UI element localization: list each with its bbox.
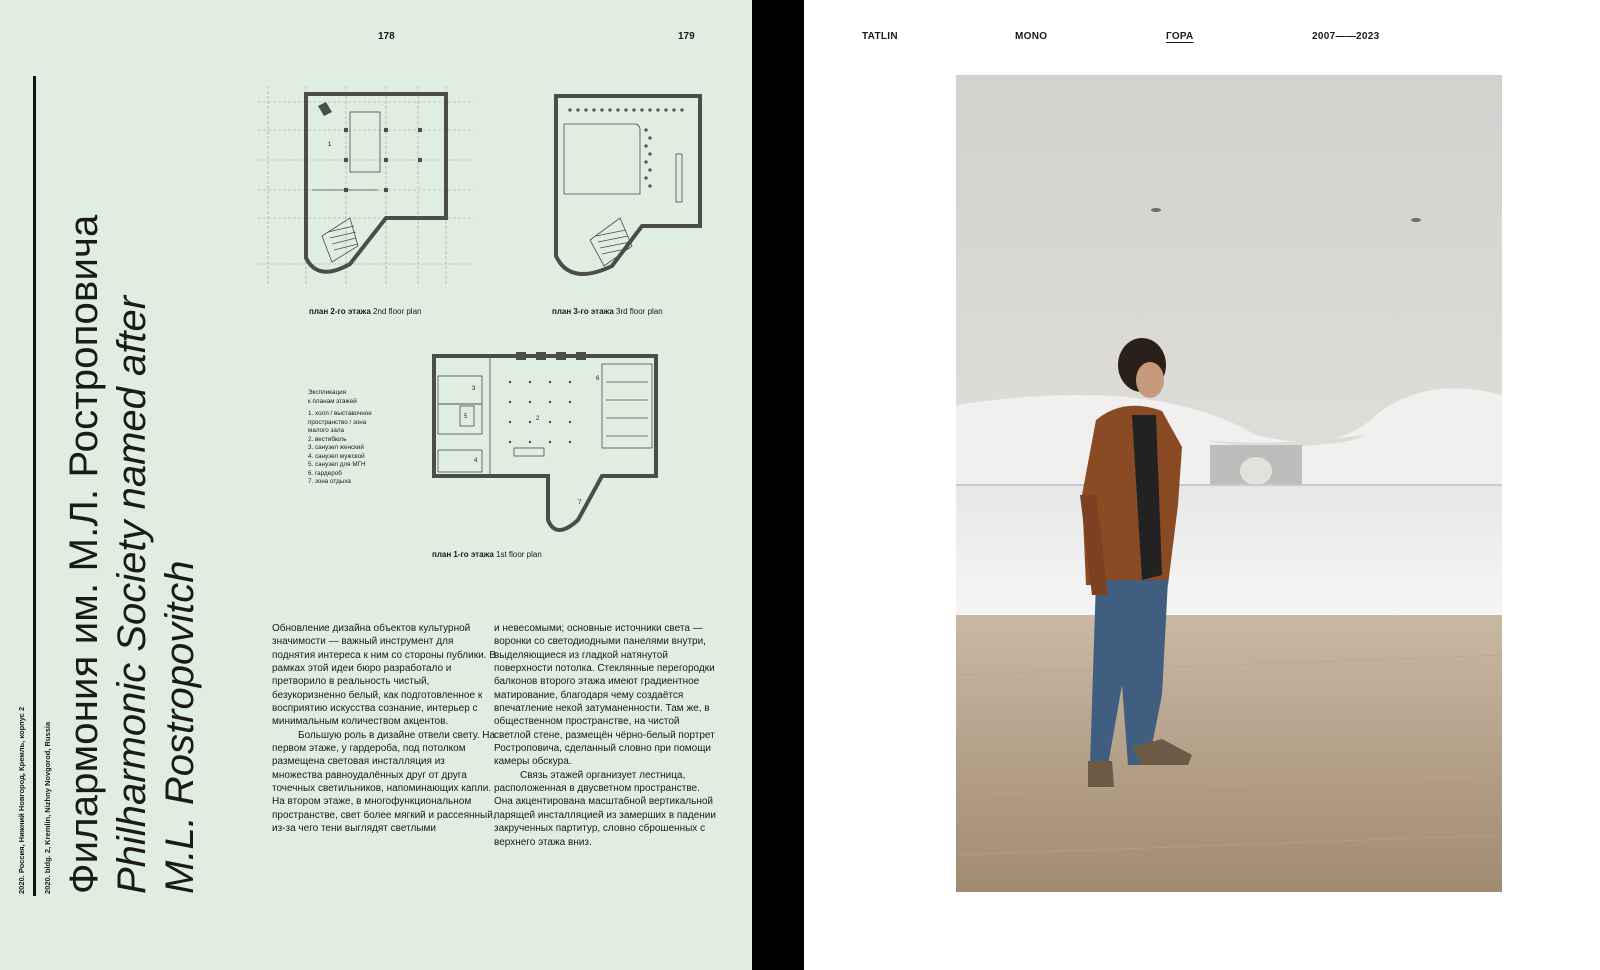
room-label: 2 — [536, 416, 540, 422]
room-label: 4 — [474, 458, 478, 464]
room-label: 6 — [596, 376, 600, 382]
title-russian: Филармония им. М.Л. Ростроповича — [62, 214, 106, 894]
legend-item: малого зала — [308, 427, 345, 434]
legend-item: 1. холл / выставочное — [308, 410, 372, 417]
title-rule — [33, 76, 36, 896]
floor-plan-2 — [258, 86, 474, 290]
body-paragraph: Связь этажей организует лестница, расположенная в двусветном пространстве. Она акцентирована масштабной вертикальной парящей инсталляцией из замерших в падении закрученных партитур, словно сброшенных с верхнего этажа вниз. — [494, 769, 716, 848]
caption-floor2-ru: план 2-го этажа — [309, 307, 371, 316]
body-column-1 — [272, 622, 497, 836]
nav-item-years[interactable]: 2007——2023 — [1312, 31, 1380, 42]
interior-photo-illustration — [956, 75, 1502, 892]
title-english-line2: M.L. Rostropovitch — [158, 560, 202, 894]
caption-floor2-en: 2nd floor plan — [373, 307, 422, 316]
legend-item: пространство / зона — [308, 418, 367, 426]
location-ru: 2020. Россия, Нижний Новгород, Кремль, корпус 2 — [17, 706, 26, 894]
body-paragraph: и невесомыми; основные источники света — воронки со светодиодными панелями внутри, выделяющиеся из гладкой натянутой поверхности потолка. Стеклянные перегородки балконов второго этажа имеют градиентное матирование, благодаря чему создаётся впечатление некой затуманенности. Там же, в общественном пространстве, на чистой светлой стене, размещён чёрно-белый портрет Ростроповича, сделанный словно при помощи камеры обскура. — [494, 623, 715, 768]
caption-floor1-ru: план 1-го этажа — [432, 550, 494, 559]
room-label: 1 — [328, 142, 332, 148]
legend-item: 4. санузел мужской — [308, 452, 365, 460]
room-label: 7 — [578, 500, 582, 506]
caption-floor3-en: 3rd floor plan — [616, 307, 663, 316]
legend-item: 7. зона отдыха — [308, 478, 351, 485]
caption-floor3-ru: план 3-го этажа — [552, 307, 614, 316]
caption-floor1 — [432, 550, 542, 559]
body-paragraph: Большую роль в дизайне отвели свету. На первом этаже, у гардероба, под потолком размещена световая инсталляция из множества равноудалённых друг от друга точечных светильников, напоминающих капли. На втором этаже, в многофункциональном пространстве, свет более мягкий и рассеянный, из-за чего тени выглядят светлыми — [272, 729, 496, 835]
legend-title: к планам этажей — [308, 397, 357, 405]
legend-item: 3. санузел женский — [308, 444, 364, 451]
caption-floor2 — [309, 307, 421, 316]
spine-gutter — [752, 0, 804, 970]
room-label: 3 — [472, 386, 476, 392]
nav-item-tatlin[interactable]: TATLIN — [862, 31, 898, 42]
page-number-right: 179 — [678, 31, 695, 42]
floor-plan-3 — [550, 90, 710, 290]
interior-photo — [956, 75, 1502, 892]
caption-floor1-en: 1st floor plan — [496, 550, 542, 559]
location-en: 2020. bldg. 2, Kremlin, Nizhny Novgorod, Russia — [43, 721, 52, 894]
legend-title: Экспликация — [308, 389, 347, 396]
caption-floor3 — [552, 307, 663, 316]
legend-item: 5. санузел для МГН — [308, 461, 366, 468]
plan-legend — [308, 389, 398, 487]
vertical-title-block — [0, 0, 230, 970]
legend-item: 6. гардероб — [308, 469, 342, 477]
nav-item-gora[interactable]: ГОРА — [1166, 31, 1194, 42]
title-english-line1: Philharmonic Society named after — [110, 295, 154, 894]
room-label: 5 — [464, 414, 468, 420]
body-paragraph: Обновление дизайна объектов культурной значимости — важный инструмент для поднятия интереса к ним со стороны публики. В рамках этой идеи бюро разработало и претворило в реальность чистый, безукоризненно белый, как подготовленное к восприятию искусства сознание, интерьер с минимальным количеством акцентов. — [272, 623, 496, 728]
floor-plan-1 — [430, 352, 660, 544]
page-number-left: 178 — [378, 31, 395, 42]
nav-item-mono[interactable]: MONO — [1015, 31, 1048, 42]
legend-item: 2. вестибюль — [308, 435, 347, 443]
body-column-2 — [494, 622, 719, 849]
